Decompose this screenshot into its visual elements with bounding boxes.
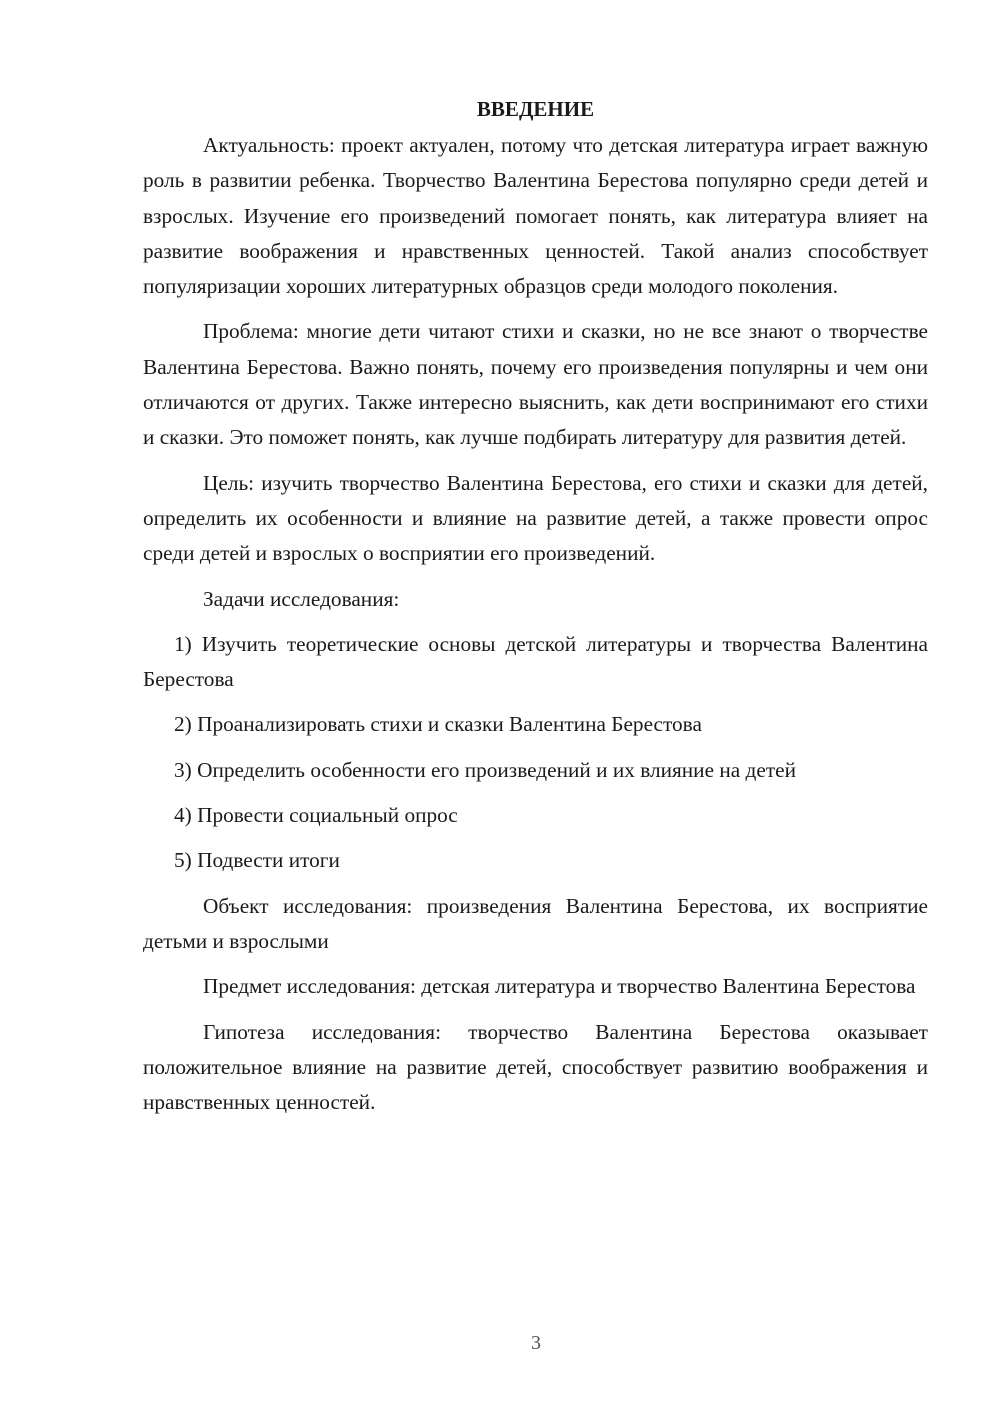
subject-paragraph: Предмет исследования: детская литература и творчество Валентина Берестова bbox=[203, 974, 916, 999]
task-item: 4) Провести социальный опрос bbox=[174, 803, 458, 828]
tasks-heading: Задачи исследования: bbox=[203, 586, 400, 611]
task-item: 2) Проанализировать стихи и сказки Валентина Берестова bbox=[174, 712, 702, 737]
problem-paragraph: Проблема: многие дети читают стихи и сказки, но не все знают о творчестве Валентина Берестова. Важно понять, почему его произведения популярны и чем они отличаются от других. Также интересно выяснить, как дети воспринимают его стихи и сказки. Это поможет понять, как лучше подбирать литературу для развития детей. bbox=[143, 319, 928, 450]
relevance-paragraph: Актуальность: проект актуален, потому что детская литература играет важную роль в развитии ребенка. Творчество Валентина Берестова популярно среди детей и взрослых. Изучение его произведений помогает понять, как литература влияет на развитие воображения и нравственных ценностей. Такой анализ способствует популяризации хороших литературных образцов среди молодого поколения. bbox=[143, 133, 928, 299]
task-item: 1) Изучить теоретические основы детской литературы и творчества Валентина Берестова bbox=[143, 631, 928, 692]
document-page bbox=[143, 92, 928, 1130]
object-paragraph: Объект исследования: произведения Валентина Берестова, их восприятие детьми и взрослыми bbox=[143, 893, 928, 953]
task-item: 3) Определить особенности его произведений и их влияние на детей bbox=[174, 757, 796, 782]
hypothesis-paragraph: Гипотеза исследования: творчество Валентина Берестова оказывает положительное влияние на развитие детей, способствует развитию воображения и нравственных ценностей. bbox=[143, 1019, 928, 1115]
page-title: ВВЕДЕНИЕ bbox=[476, 97, 595, 121]
task-item: 5) Подвести итоги bbox=[174, 848, 340, 873]
page-number: 3 bbox=[531, 1332, 541, 1354]
goal-paragraph: Цель: изучить творчество Валентина Берестова, его стихи и сказки для детей, определить их особенности и влияние на развитие детей, а также провести опрос среди детей и взрослых о восприятии его произведений. bbox=[143, 470, 928, 566]
